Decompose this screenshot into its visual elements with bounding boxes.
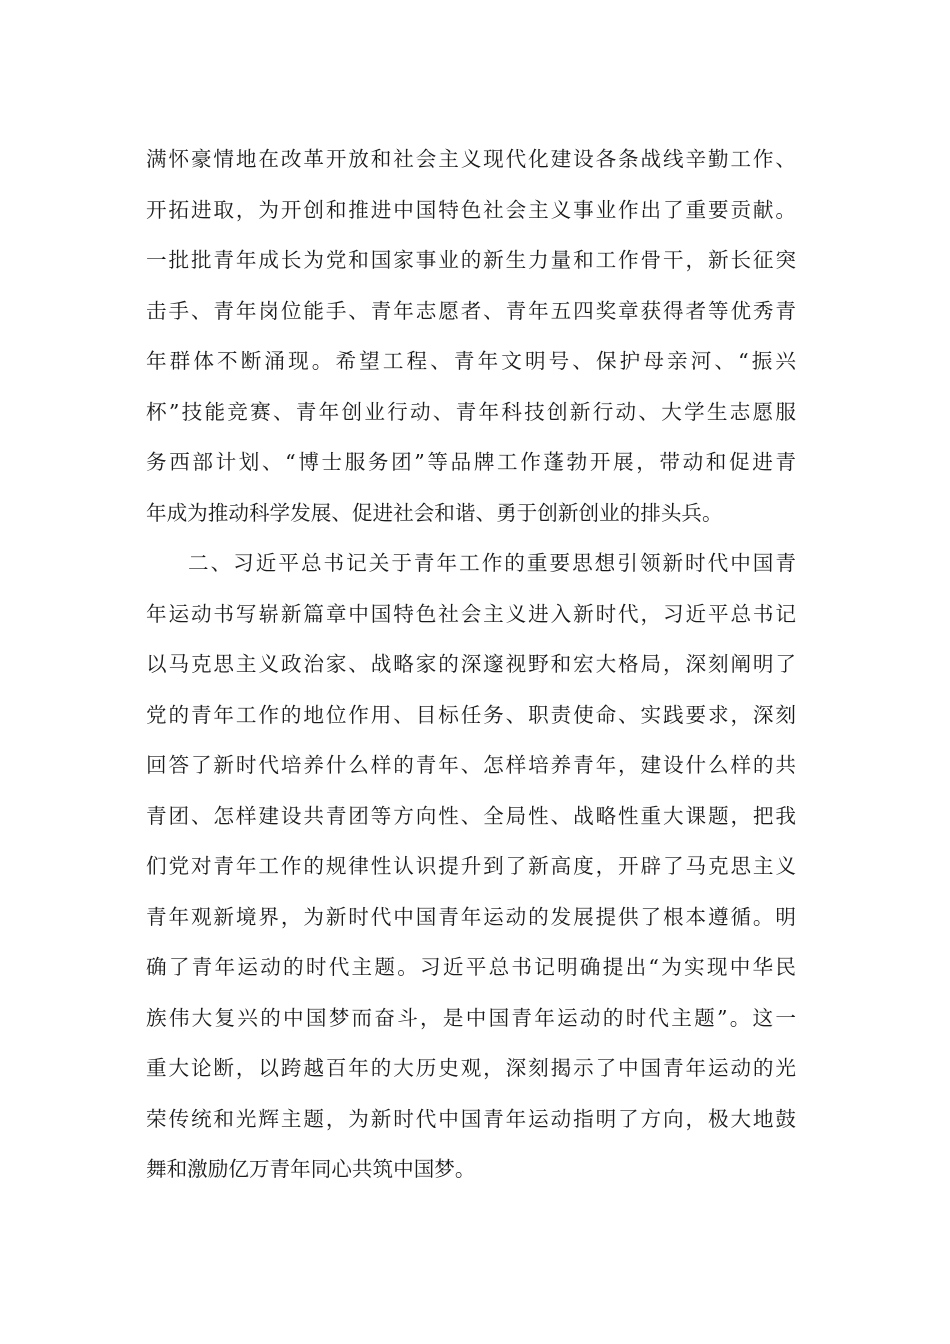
text-line-3: 一批批青年成长为党和国家事业的新生力量和工作骨干，新长征突 [146,248,796,272]
text-line-13: 回答了新时代培养什么样的青年、怎样培养青年，建设什么样的共 [146,753,796,777]
text-line-17: 确了青年运动的时代主题。习近平总书记明确提出“为实现中华民 [146,955,796,979]
text-line-2: 开拓进取，为开创和推进中国特色社会主义事业作出了重要贡献。 [146,197,796,222]
text-line-1: 满怀豪情地在改革开放和社会主义现代化建设各条战线辛勤工作、 [146,147,796,171]
text-line-18: 族伟大复兴的中国梦而奋斗，是中国青年运动的时代主题”。这一 [146,1005,796,1030]
text-line-16: 青年观新境界，为新时代中国青年运动的发展提供了根本遵循。明 [146,904,796,929]
text-line-5: 年群体不断涌现。希望工程、青年文明号、保护母亲河、“振兴 [146,349,796,373]
text-line-14: 青团、怎样建设共青团等方向性、全局性、战略性重大课题，把我 [146,803,796,828]
text-line-20: 荣传统和光辉主题，为新时代中国青年运动指明了方向，极大地鼓 [146,1106,796,1131]
text-line-12: 党的青年工作的地位作用、目标任务、职责使命、实践要求，深刻 [146,702,796,727]
text-line-19: 重大论断，以跨越百年的大历史观，深刻揭示了中国青年运动的光 [146,1056,796,1080]
text-line-4: 击手、青年岗位能手、青年志愿者、青年五四奖章获得者等优秀青 [146,298,796,323]
body-text [146,134,796,1195]
text-line-11: 以马克思主义政治家、战略家的深邃视野和宏大格局，深刻阐明了 [146,652,796,676]
text-line-10: 年运动书写崭新篇章中国特色社会主义进入新时代，习近平总书记 [146,601,796,626]
text-line-7: 务西部计划、“博士服务团”等品牌工作蓬勃开展，带动和促进青 [146,450,796,474]
text-line-15: 们党对青年工作的规律性认识提升到了新高度，开辟了马克思主义 [146,854,796,878]
text-line-21: 舞和激励亿万青年同心共筑中国梦。 [146,1157,476,1181]
text-line-6: 杯”技能竞赛、青年创业行动、青年科技创新行动、大学生志愿服 [146,399,796,424]
text-line-9: 二、习近平总书记关于青年工作的重要思想引领新时代中国青 [188,551,796,575]
text-line-8: 年成为推动科学发展、促进社会和谐、勇于创新创业的排头兵。 [146,500,723,525]
